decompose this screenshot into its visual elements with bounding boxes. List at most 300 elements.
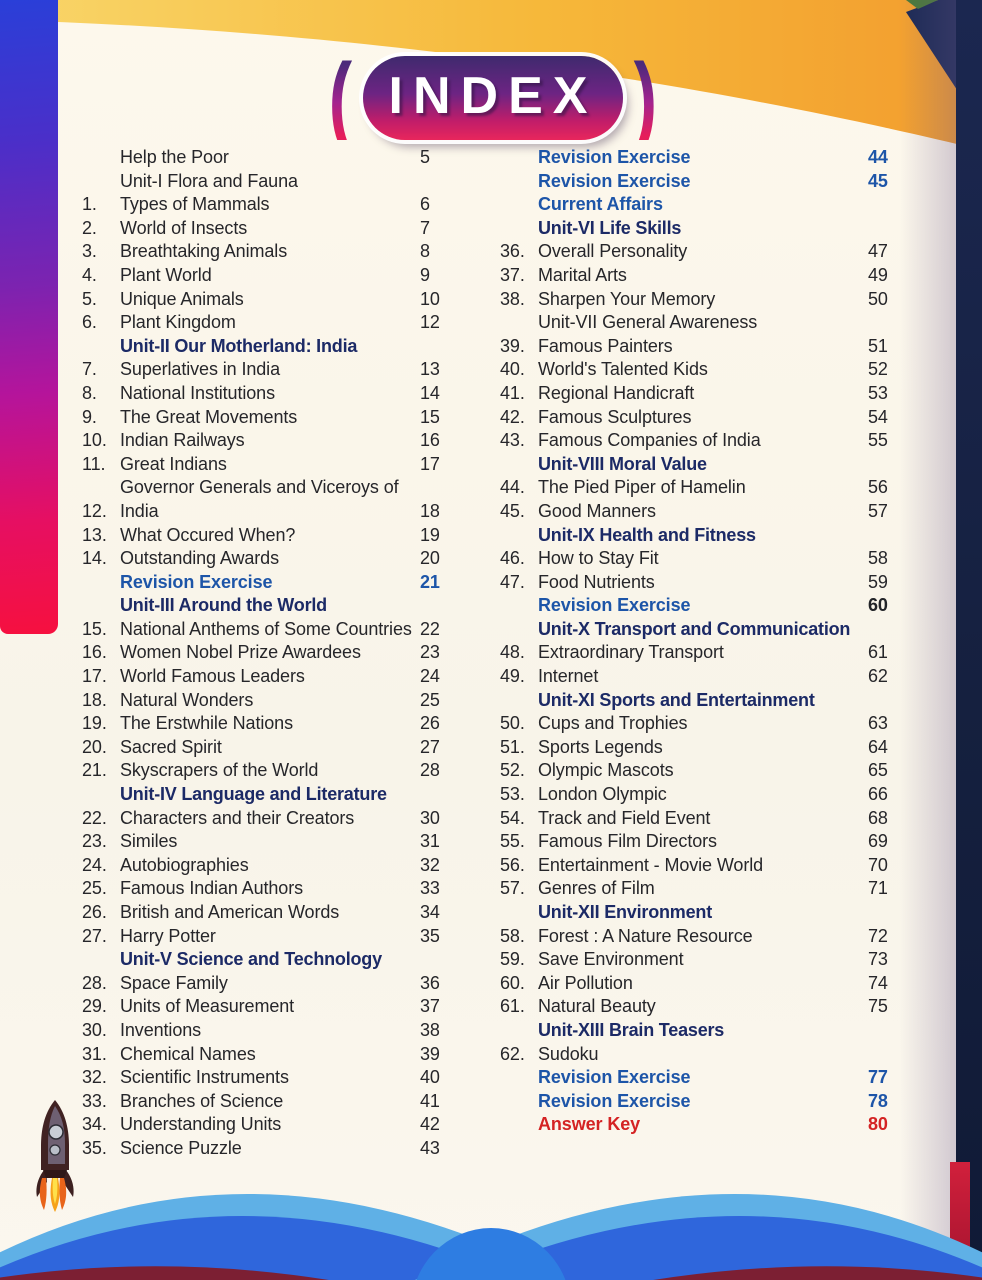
bottom-wave-decoration xyxy=(0,1148,982,1280)
row-title: Branches of Science xyxy=(120,1090,284,1111)
row-title: Entertainment - Movie World xyxy=(538,854,764,875)
row-title: Olympic Mascots xyxy=(538,760,674,781)
row-number: 54. xyxy=(500,807,525,828)
row-title: Overall Personality xyxy=(538,241,688,262)
row-number: 32. xyxy=(82,1067,107,1088)
row-title: Unit-VI Life Skills xyxy=(538,217,682,238)
index-row xyxy=(500,807,904,831)
row-title: Plant Kingdom xyxy=(120,312,236,333)
row-number: 45. xyxy=(500,500,525,521)
row-title: Unit-VIII Moral Value xyxy=(538,453,707,474)
row-title: Revision Exercise xyxy=(538,147,691,167)
row-number: 23. xyxy=(82,831,107,852)
index-row xyxy=(500,665,904,689)
row-title: Sudoku xyxy=(538,1043,599,1064)
row-number: 52. xyxy=(500,760,525,781)
index-row xyxy=(500,925,904,949)
index-row xyxy=(82,264,456,288)
index-row xyxy=(500,712,904,736)
row-title: Great Indians xyxy=(120,453,227,474)
row-title: Marital Arts xyxy=(538,264,627,285)
index-row xyxy=(500,170,904,194)
row-page-number: 36 xyxy=(420,972,440,993)
row-title: Unit-III Around the World xyxy=(120,595,327,616)
row-title: Cups and Trophies xyxy=(538,713,688,734)
row-title: Inventions xyxy=(120,1019,202,1040)
row-title: Genres of Film xyxy=(538,878,655,899)
row-number: 24. xyxy=(82,854,107,875)
index-row xyxy=(500,972,904,996)
index-row xyxy=(500,476,904,500)
index-row xyxy=(82,1066,456,1090)
row-page-number: 27 xyxy=(420,736,440,757)
row-title: Unit-V Science and Technology xyxy=(120,949,382,970)
row-page-number: 72 xyxy=(868,925,888,946)
right-page-edge xyxy=(956,0,982,1280)
index-row xyxy=(500,382,904,406)
row-page-number: 63 xyxy=(868,713,888,734)
row-title: Food Nutrients xyxy=(538,571,655,592)
row-title: Revision Exercise xyxy=(538,1067,691,1088)
row-title: Air Pollution xyxy=(538,972,633,993)
row-title: Unit-XII Environment xyxy=(538,902,713,922)
index-row xyxy=(82,736,456,760)
row-page-number: 16 xyxy=(420,430,440,451)
row-title: Regional Handicraft xyxy=(538,382,695,403)
row-page-number: 14 xyxy=(420,382,440,403)
row-number: 5. xyxy=(82,288,97,309)
index-row xyxy=(82,854,456,878)
row-number: 38. xyxy=(500,288,525,309)
row-page-number: 70 xyxy=(868,854,888,875)
row-number: 46. xyxy=(500,548,525,569)
row-title: What Occured When? xyxy=(120,524,296,545)
row-title: Sacred Spirit xyxy=(120,736,222,757)
row-number: 12. xyxy=(82,500,107,521)
row-page-number: 15 xyxy=(420,406,440,427)
index-row xyxy=(82,547,456,571)
index-row xyxy=(82,240,456,264)
index-row xyxy=(500,240,904,264)
row-page-number: 13 xyxy=(420,359,440,380)
row-title: Unit-VII General Awareness xyxy=(538,312,758,333)
row-title: National Anthems of Some Countries xyxy=(120,618,412,639)
row-number: 9. xyxy=(82,406,97,427)
row-number: 49. xyxy=(500,666,525,687)
row-number: 26. xyxy=(82,902,107,922)
row-page-number: 49 xyxy=(868,264,888,285)
index-row xyxy=(500,500,904,524)
row-page-number: 26 xyxy=(420,713,440,734)
index-row xyxy=(500,453,904,477)
row-page-number: 65 xyxy=(868,760,888,781)
row-number: 1. xyxy=(82,194,97,215)
row-number: 61. xyxy=(500,996,525,1017)
row-title: Science Puzzle xyxy=(120,1137,242,1158)
row-page-number: 32 xyxy=(420,854,440,875)
row-page-number: 12 xyxy=(420,312,440,333)
row-number: 17. xyxy=(82,666,107,687)
row-number: 21. xyxy=(82,760,107,781)
row-title: Revision Exercise xyxy=(538,170,691,191)
index-row xyxy=(82,406,456,430)
row-page-number: 8 xyxy=(420,241,430,262)
row-number: 15. xyxy=(82,618,107,639)
row-number: 60. xyxy=(500,972,525,993)
row-title: Unit-IV Language and Literature xyxy=(120,784,387,805)
row-title: Skyscrapers of the World xyxy=(120,760,319,781)
index-row xyxy=(82,571,456,595)
row-page-number: 7 xyxy=(420,217,430,238)
row-page-number: 39 xyxy=(420,1043,440,1064)
row-title: Current Affairs xyxy=(538,194,663,215)
index-row xyxy=(500,1019,904,1043)
row-number: 16. xyxy=(82,642,107,663)
row-number: 42. xyxy=(500,406,525,427)
row-page-number: 23 xyxy=(420,642,440,663)
row-number: 57. xyxy=(500,878,525,899)
index-row xyxy=(82,1113,456,1137)
row-title: Unit-II Our Motherland: India xyxy=(120,335,358,356)
row-number: 58. xyxy=(500,925,525,946)
row-page-number: 24 xyxy=(420,666,440,687)
index-row xyxy=(500,335,904,359)
row-title: Natural Wonders xyxy=(120,689,254,710)
row-page-number: 59 xyxy=(868,571,888,592)
row-page-number: 6 xyxy=(420,194,430,215)
row-page-number: 42 xyxy=(420,1114,440,1135)
row-page-number: 51 xyxy=(868,335,888,356)
index-row xyxy=(500,901,904,925)
row-page-number: 47 xyxy=(868,241,888,262)
index-row xyxy=(82,594,456,618)
index-row xyxy=(500,288,904,312)
index-badge-pill xyxy=(363,56,624,140)
index-row xyxy=(500,995,904,1019)
row-page-number: 17 xyxy=(420,453,440,474)
row-number: 22. xyxy=(82,807,107,828)
row-title: World's Talented Kids xyxy=(538,359,708,380)
row-page-number: 31 xyxy=(420,831,440,852)
row-title: Track and Field Event xyxy=(538,807,711,828)
row-number: 59. xyxy=(500,949,525,970)
row-number: 36. xyxy=(500,241,525,262)
row-number: 62. xyxy=(500,1043,525,1064)
index-row xyxy=(82,759,456,783)
row-page-number: 74 xyxy=(868,972,888,993)
index-row xyxy=(500,193,904,217)
row-page-number: 56 xyxy=(868,477,888,498)
row-title: Units of Measurement xyxy=(120,996,295,1017)
index-row xyxy=(500,311,904,335)
index-row xyxy=(500,877,904,901)
index-row xyxy=(82,524,456,548)
index-row xyxy=(500,571,904,595)
row-title: Characters and their Creators xyxy=(120,807,355,828)
row-page-number: 66 xyxy=(868,784,888,805)
row-page-number: 34 xyxy=(420,902,440,922)
row-title: Unit-IX Health and Fitness xyxy=(538,524,756,545)
row-title: Famous Painters xyxy=(538,335,673,356)
row-number: 35. xyxy=(82,1137,107,1158)
index-row xyxy=(500,524,904,548)
row-number: 37. xyxy=(500,264,525,285)
row-number: 11. xyxy=(82,453,106,474)
row-title: World of Insects xyxy=(120,217,248,238)
row-title: Plant World xyxy=(120,264,212,285)
row-title: Space Family xyxy=(120,972,228,993)
row-page-number: 54 xyxy=(868,406,888,427)
row-title: Women Nobel Prize Awardees xyxy=(120,642,361,663)
row-number: 51. xyxy=(500,736,525,757)
row-page-number: 61 xyxy=(868,642,888,663)
row-page-number: 35 xyxy=(420,925,440,946)
row-page-number: 18 xyxy=(420,500,440,521)
row-page-number: 25 xyxy=(420,689,440,710)
row-page-number: 45 xyxy=(868,170,888,191)
row-title: World Famous Leaders xyxy=(120,666,305,687)
row-title: Sharpen Your Memory xyxy=(538,288,716,309)
index-row xyxy=(82,689,456,713)
index-row xyxy=(82,1090,456,1114)
row-page-number: 41 xyxy=(420,1090,440,1111)
index-row xyxy=(500,146,904,170)
row-title: Save Environment xyxy=(538,949,684,970)
index-row xyxy=(500,406,904,430)
index-row xyxy=(500,618,904,642)
index-left-column xyxy=(82,146,456,1161)
badge-left-paren: ( xyxy=(328,43,352,153)
row-title: Revision Exercise xyxy=(538,595,691,616)
row-title: Similes xyxy=(120,831,178,852)
index-row xyxy=(500,689,904,713)
row-title: Famous Companies of India xyxy=(538,430,761,451)
index-row xyxy=(82,382,456,406)
index-row xyxy=(82,830,456,854)
row-title: Unit-X Transport and Communication xyxy=(538,618,851,639)
index-row xyxy=(82,476,456,523)
row-number: 4. xyxy=(82,264,97,285)
row-page-number: 5 xyxy=(420,147,430,167)
row-page-number: 64 xyxy=(868,736,888,757)
row-number: 48. xyxy=(500,642,525,663)
row-number: 18. xyxy=(82,689,107,710)
index-row xyxy=(500,1043,904,1067)
row-number: 47. xyxy=(500,571,525,592)
row-title: How to Stay Fit xyxy=(538,548,659,569)
row-title: Internet xyxy=(538,666,599,687)
row-number: 43. xyxy=(500,430,525,451)
row-page-number: 60 xyxy=(868,595,888,616)
index-row xyxy=(82,641,456,665)
row-title: Breathtaking Animals xyxy=(120,241,288,262)
row-title: London Olympic xyxy=(538,784,667,805)
row-page-number: 75 xyxy=(868,996,888,1017)
index-row xyxy=(500,264,904,288)
index-row xyxy=(82,1043,456,1067)
row-number: 27. xyxy=(82,925,107,946)
row-number: 55. xyxy=(500,831,525,852)
row-page-number: 73 xyxy=(868,949,888,970)
row-title: Chemical Names xyxy=(120,1043,256,1064)
index-row xyxy=(500,948,904,972)
index-columns xyxy=(82,146,910,1161)
row-page-number: 28 xyxy=(420,760,440,781)
row-page-number: 58 xyxy=(868,548,888,569)
row-number: 44. xyxy=(500,477,525,498)
index-row xyxy=(500,783,904,807)
row-title: Unit-XIII Brain Teasers xyxy=(538,1019,725,1040)
row-title: Unique Animals xyxy=(120,288,244,309)
row-title: Famous Film Directors xyxy=(538,831,717,852)
row-number: 29. xyxy=(82,996,107,1017)
row-number: 56. xyxy=(500,854,525,875)
index-row xyxy=(82,170,456,194)
row-title: Revision Exercise xyxy=(538,1090,691,1111)
row-number: 50. xyxy=(500,713,525,734)
row-number: 28. xyxy=(82,972,107,993)
index-row xyxy=(82,712,456,736)
row-title: British and American Words xyxy=(120,902,340,922)
row-title: Governor Generals and Viceroys of India xyxy=(120,477,399,521)
row-title: Famous Sculptures xyxy=(538,406,692,427)
index-row xyxy=(82,783,456,807)
index-row xyxy=(82,335,456,359)
row-title: Good Manners xyxy=(538,500,656,521)
row-number: 10. xyxy=(82,430,107,451)
row-page-number: 38 xyxy=(420,1019,440,1040)
index-row xyxy=(82,877,456,901)
row-page-number: 78 xyxy=(868,1090,888,1111)
row-title: Understanding Units xyxy=(120,1114,282,1135)
index-row xyxy=(500,1090,904,1114)
row-number: 20. xyxy=(82,736,107,757)
row-title: The Pied Piper of Hamelin xyxy=(538,477,746,498)
row-number: 7. xyxy=(82,359,97,380)
row-title: Indian Railways xyxy=(120,430,245,451)
index-row xyxy=(82,288,456,312)
index-row xyxy=(500,736,904,760)
index-row xyxy=(82,453,456,477)
row-page-number: 71 xyxy=(868,878,888,899)
row-title: The Erstwhile Nations xyxy=(120,713,293,734)
index-row xyxy=(500,830,904,854)
row-title: National Institutions xyxy=(120,382,275,403)
index-row xyxy=(82,925,456,949)
row-number: 39. xyxy=(500,335,525,356)
row-title: Superlatives in India xyxy=(120,359,280,380)
index-row xyxy=(500,1066,904,1090)
index-row xyxy=(82,618,456,642)
index-row xyxy=(500,594,904,618)
row-page-number: 21 xyxy=(420,571,440,592)
index-row xyxy=(82,193,456,217)
row-page-number: 33 xyxy=(420,878,440,899)
row-title: Sports Legends xyxy=(538,736,663,757)
row-page-number: 69 xyxy=(868,831,888,852)
index-row xyxy=(82,217,456,241)
index-row xyxy=(500,547,904,571)
row-page-number: 44 xyxy=(868,147,888,167)
index-row xyxy=(500,429,904,453)
row-title: Harry Potter xyxy=(120,925,216,946)
row-page-number: 43 xyxy=(420,1137,440,1158)
row-title: Autobiographies xyxy=(120,854,249,875)
row-page-number: 53 xyxy=(868,382,888,403)
row-title: Outstanding Awards xyxy=(120,548,279,569)
index-row xyxy=(500,217,904,241)
index-row xyxy=(82,972,456,996)
row-title: Extraordinary Transport xyxy=(538,642,724,663)
index-row xyxy=(82,311,456,335)
row-number: 19. xyxy=(82,713,107,734)
row-title: The Great Movements xyxy=(120,406,298,427)
row-title: Help the Poor xyxy=(120,147,229,167)
row-title: Famous Indian Authors xyxy=(120,878,304,899)
row-title: Unit-XI Sports and Entertainment xyxy=(538,689,815,710)
page-title: INDEX xyxy=(388,67,598,125)
index-row xyxy=(82,1019,456,1043)
row-number: 33. xyxy=(82,1090,107,1111)
index-row xyxy=(500,759,904,783)
row-number: 34. xyxy=(82,1114,107,1135)
row-title: Natural Beauty xyxy=(538,996,656,1017)
row-number: 3. xyxy=(82,241,97,262)
row-page-number: 9 xyxy=(420,264,430,285)
index-right-column xyxy=(500,146,904,1161)
left-gradient-band xyxy=(0,0,58,634)
row-number: 6. xyxy=(82,312,97,333)
row-page-number: 62 xyxy=(868,666,888,687)
row-page-number: 40 xyxy=(420,1067,440,1088)
row-number: 53. xyxy=(500,784,525,805)
row-title: Answer Key xyxy=(538,1114,641,1135)
index-row xyxy=(82,995,456,1019)
badge-right-paren: ) xyxy=(634,43,658,153)
row-number: 31. xyxy=(82,1043,107,1064)
row-page-number: 30 xyxy=(420,807,440,828)
row-page-number: 20 xyxy=(420,548,440,569)
row-number: 8. xyxy=(82,382,97,403)
row-title: Unit-I Flora and Fauna xyxy=(120,170,298,191)
row-page-number: 10 xyxy=(420,288,440,309)
index-row xyxy=(82,146,456,170)
row-page-number: 68 xyxy=(868,807,888,828)
row-number: 30. xyxy=(82,1019,107,1040)
row-page-number: 57 xyxy=(868,500,888,521)
index-row xyxy=(500,854,904,878)
row-number: 40. xyxy=(500,359,525,380)
row-number: 25. xyxy=(82,878,107,899)
row-page-number: 80 xyxy=(868,1114,888,1135)
index-row xyxy=(82,901,456,925)
row-title: Types of Mammals xyxy=(120,194,270,215)
row-title: Revision Exercise xyxy=(120,571,273,592)
row-page-number: 50 xyxy=(868,288,888,309)
row-title: Scientific Instruments xyxy=(120,1067,289,1088)
index-row xyxy=(500,1113,904,1137)
row-number: 14. xyxy=(82,548,107,569)
row-page-number: 77 xyxy=(868,1067,888,1088)
row-page-number: 19 xyxy=(420,524,440,545)
row-number: 13. xyxy=(82,524,107,545)
row-page-number: 37 xyxy=(420,996,440,1017)
row-page-number: 55 xyxy=(868,430,888,451)
index-badge xyxy=(328,43,658,153)
row-number: 41. xyxy=(500,382,525,403)
row-page-number: 22 xyxy=(420,618,440,639)
index-row xyxy=(500,641,904,665)
